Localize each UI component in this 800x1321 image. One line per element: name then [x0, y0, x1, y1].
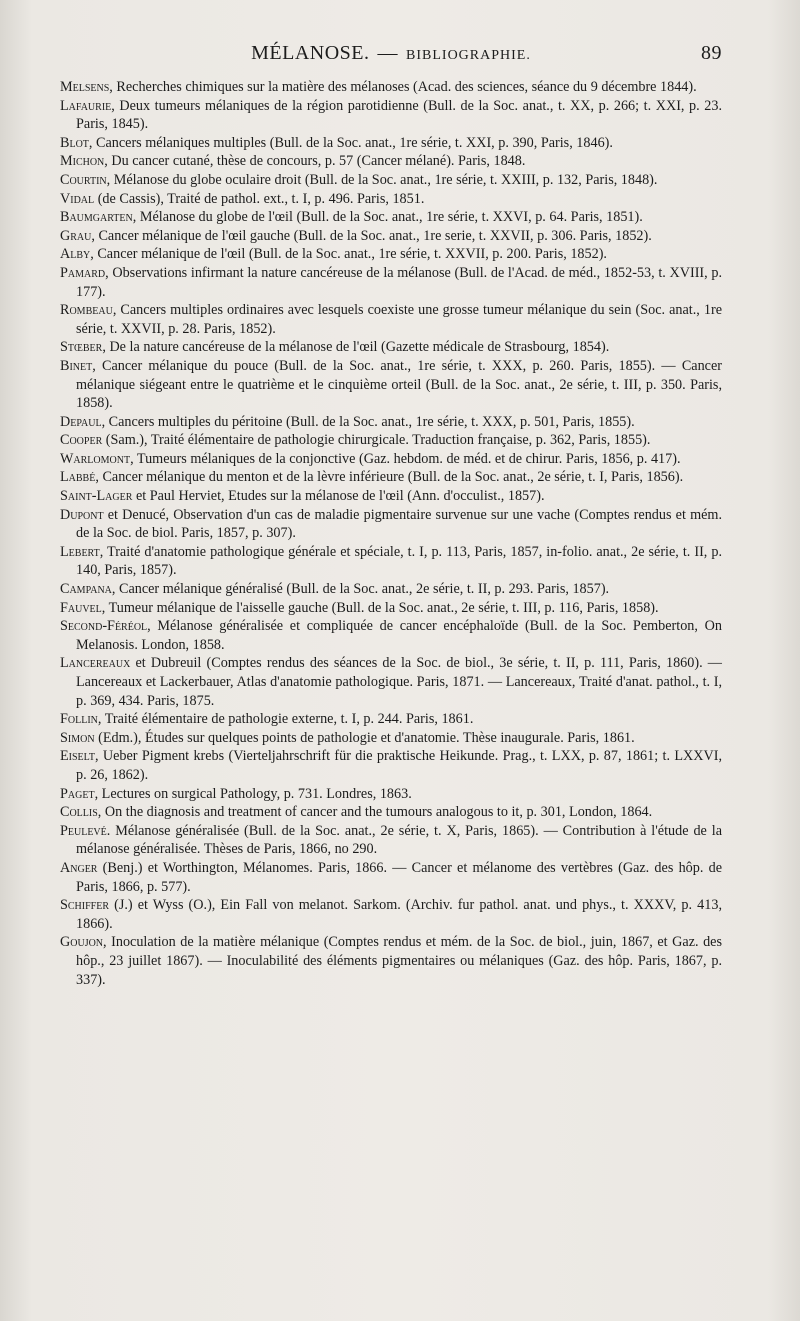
bibliography-entry: [60, 747, 722, 784]
entry-text: (de Cassis), Traité de pathol. ext., t. I, p. 496. Paris, 1851.: [94, 190, 425, 207]
bibliography-entry: [60, 543, 722, 580]
entry-author: Fauvel: [60, 599, 102, 616]
entry-author: Peulevé: [60, 822, 107, 839]
bibliography-entry: [60, 487, 722, 506]
entry-text: , Mélanose du globe oculaire droit (Bull. de la Soc. anat., 1re série, t. XXIII, p. 132, Paris, 1848).: [106, 171, 658, 188]
entry-author: Cooper: [60, 432, 103, 449]
entry-text: , Cancers multiples ordinaires avec lesquels coexiste une grosse tumeur mélanique du sein (Soc. anat., 1re série, t. XXVII, p. 28. Paris, 1852).: [76, 302, 722, 337]
entry-author: Schiffer: [60, 897, 110, 914]
bibliography-entry: [60, 264, 722, 301]
bibliography-entry: [60, 97, 722, 134]
entry-author: Dupont: [60, 506, 104, 523]
header-subtitle: BIBLIOGRAPHIE.: [406, 48, 531, 63]
bibliography-entry: [60, 468, 722, 487]
bibliography-entry: [60, 171, 722, 190]
entry-author: Vidal: [60, 190, 95, 207]
bibliography-entry: [60, 134, 722, 153]
entry-text: , Observations infirmant la nature cancéreuse de la mélanose (Bull. de l'Acad. de méd., 1852-53, t. XVIII, p. 177).: [76, 264, 722, 300]
bibliography-entry: [60, 599, 722, 618]
entry-text: , Cancer mélanique généralisé (Bull. de la Soc. anat., 2e série, t. II, p. 293. Paris, 1857).: [111, 581, 610, 598]
entry-text: (Edm.), Études sur quelques points de pathologie et d'anatomie. Thèse inaugurale. Paris, 1861.: [94, 729, 635, 746]
bibliography-entry: [60, 357, 722, 413]
entry-text: , Inoculation de la matière mélanique (Comptes rendus et mém. de la Soc. de biol., juin, 1867, et Gaz. des hôp., 23 juillet 1867). — Inoculabilité des éléments pigmentaires ou mélaniques (Gaz. des hôp. Paris, 1867, p. 337).: [76, 934, 722, 988]
entry-author: Follin: [60, 711, 98, 728]
header-title-text: MÉLANOSE.: [251, 42, 370, 64]
entry-text: , On the diagnosis and treatment of cancer and the tumours analogous to it, p. 301, London, 1864.: [97, 804, 653, 821]
entry-text: , Traité élémentaire de pathologie externe, t. I, p. 244. Paris, 1861.: [97, 711, 474, 728]
entry-author: Second-Féréol: [60, 618, 148, 635]
bibliography-entry: [60, 208, 722, 227]
bibliography-entry: [60, 580, 722, 599]
entry-author: Saint-Lager: [60, 488, 133, 505]
entry-author: Labbé: [60, 469, 96, 486]
entry-text: , Cancers multiples du péritoine (Bull. de la Soc. anat., 1re série, t. XXX, p. 501, Paris, 1855).: [101, 413, 635, 430]
entry-author: Rombeau: [60, 302, 113, 319]
bibliography-entry: [60, 301, 722, 338]
bibliography-entry: [60, 413, 722, 432]
entry-text: et Denucé, Observation d'un cas de maladie pigmentaire survenue sur une vache (Comptes rendus et mém. de la Soc. de biol. Paris, 1857, p. 307).: [76, 506, 722, 542]
bibliography-entry: [60, 78, 722, 97]
entry-text: , Cancers mélaniques multiples (Bull. de la Soc. anat., 1re série, t. XXI, p. 390, Paris, 1846).: [88, 134, 613, 151]
entry-text: (Sam.), Traité élémentaire de pathologie chirurgicale. Traduction française, p. 362, Paris, 1855).: [102, 432, 651, 449]
bibliography-entry: [60, 710, 722, 729]
entry-text: et Dubreuil (Comptes rendus des séances de la Soc. de biol., 3e série, t. II, p. 111, Paris, 1860). — Lancereaux et Lackerbauer, Atlas d'anatomie pathologique. Paris, 1871. — Lancereaux, Traité d'anat. pathol., t. I, p. 369, 434. Paris, 1875.: [76, 655, 722, 709]
entry-author: Anger: [60, 859, 98, 876]
entry-text: , Mélanose généralisée et compliquée de cancer encéphaloïde (Bull. de la Soc. Pemberton, On Melanosis. London, 1858.: [76, 618, 722, 653]
entry-author: Alby: [60, 246, 91, 263]
entry-author: Melsens: [60, 79, 110, 95]
entry-author: Courtin: [60, 171, 107, 188]
entry-text: , Recherches chimiques sur la matière des mélanoses (Acad. des sciences, séance du 9 décembre 1844).: [109, 79, 697, 95]
entry-text: , De la nature cancéreuse de la mélanose de l'œil (Gazette médicale de Strasbourg, 1854).: [102, 339, 610, 356]
entry-text: , Deux tumeurs mélaniques de la région parotidienne (Bull. de la Soc. anat., t. XX, p. 266; t. XXI, p. 23. Paris, 1845).: [76, 97, 722, 133]
entry-text: et Paul Herviet, Etudes sur la mélanose de l'œil (Ann. d'occulist., 1857).: [132, 488, 545, 505]
entry-author: Lebert: [60, 543, 100, 560]
entry-author: Simon: [60, 729, 95, 746]
bibliography-entry: [60, 729, 722, 748]
entry-text: , Tumeur mélanique de l'aisselle gauche (Bull. de la Soc. anat., 2e série, t. III, p. 116, Paris, 1858).: [101, 599, 659, 616]
bibliography-entry: [60, 338, 722, 357]
entry-author: Eiselt: [60, 748, 95, 765]
running-header: [60, 42, 722, 72]
bibliography-entry: [60, 617, 722, 654]
entry-text: , Cancer mélanique de l'œil gauche (Bull. de la Soc. anat., 1re serie, t. XXVII, p. 306. Paris, 1852).: [91, 227, 652, 244]
entry-author: Warlomont: [60, 450, 131, 467]
entry-text: . Mélanose généralisée (Bull. de la Soc. anat., 2e série, t. X, Paris, 1865). — Contribution à l'étude de la mélanose généralisée. Thèses de Paris, 1866, no 290.: [76, 822, 722, 858]
entry-author: Lafaurie: [60, 97, 112, 114]
entry-author: Paget: [60, 785, 95, 802]
entry-text: , Cancer mélanique du pouce (Bull. de la Soc. anat., 1re série, t. XXX, p. 260. Paris, 1855). — Cancer mélanique siégeant entre le quatrième et le cinquième orteil (Bull. de la Soc. anat., 2e série, t. III, p. 350. Paris, 1858).: [76, 357, 722, 412]
entry-text: , Cancer mélanique de l'œil (Bull. de la Soc. anat., 1re série, t. XXVII, p. 200. Paris, 1852).: [90, 246, 607, 263]
bibliography-entry: [60, 506, 722, 543]
entry-author: Grau: [60, 227, 92, 244]
entry-author: Baumgarten: [60, 209, 133, 226]
bibliography-entry: [60, 785, 722, 804]
bibliography-entry: [60, 245, 722, 264]
bibliography-entry: [60, 152, 722, 171]
entry-author: Michon: [60, 153, 105, 170]
entry-author: Collis: [60, 804, 98, 821]
entry-text: (Benj.) et Worthington, Mélanomes. Paris, 1866. — Cancer et mélanome des vertèbres (Gaz. des hôp. de Paris, 1866, p. 577).: [76, 859, 722, 895]
bibliography-entry: [60, 450, 722, 469]
bibliography-entry: [60, 227, 722, 246]
bibliography-entry: [60, 803, 722, 822]
entry-text: , Ueber Pigment krebs (Vierteljahrschrift für die praktische Heikunde. Prag., t. LXX, p. 87, 1861; t. LXXVI, p. 26, 1862).: [76, 748, 722, 783]
entry-text: , Du cancer cutané, thèse de concours, p. 57 (Cancer mélané). Paris, 1848.: [104, 153, 526, 170]
entry-author: Campana: [60, 581, 112, 598]
bibliography-list: [60, 78, 722, 989]
entry-text: , Traité d'anatomie pathologique générale et spéciale, t. I, p. 113, Paris, 1857, in-folio. anat., 2e série, t. II, p. 140, Paris, 1857).: [76, 543, 722, 579]
entry-author: Goujon: [60, 934, 104, 951]
entry-text: , Lectures on surgical Pathology, p. 731. Londres, 1863.: [94, 785, 412, 802]
bibliography-entry: [60, 654, 722, 710]
entry-text: , Cancer mélanique du menton et de la lèvre inférieure (Bull. de la Soc. anat., 2e série, t. I, Paris, 1856).: [95, 469, 684, 486]
entry-text: (J.) et Wyss (O.), Ein Fall von melanot. Sarkom. (Archiv. fur pathol. anat. und phys., t. XXXV, p. 413, 1866).: [76, 897, 722, 932]
entry-text: , Tumeurs mélaniques de la conjonctive (Gaz. hebdom. de méd. et de chirur. Paris, 1856, p. 417).: [130, 450, 681, 467]
entry-author: Stœber: [60, 339, 103, 356]
header-title: [251, 42, 531, 65]
bibliography-entry: [60, 859, 722, 896]
bibliography-entry: [60, 822, 722, 859]
entry-author: Pamard: [60, 264, 106, 281]
bibliography-entry: [60, 190, 722, 209]
entry-author: Depaul: [60, 413, 102, 430]
page-number: 89: [701, 42, 722, 64]
entry-text: , Mélanose du globe de l'œil (Bull. de la Soc. anat., 1re série, t. XXVI, p. 64. Paris, 1851).: [132, 209, 643, 226]
header-dash: —: [377, 42, 399, 64]
bibliography-entry: [60, 933, 722, 989]
bibliography-entry: [60, 896, 722, 933]
entry-author: Binet: [60, 357, 93, 374]
bibliography-entry: [60, 431, 722, 450]
entry-author: Blot: [60, 134, 89, 151]
entry-author: Lancereaux: [60, 655, 131, 672]
